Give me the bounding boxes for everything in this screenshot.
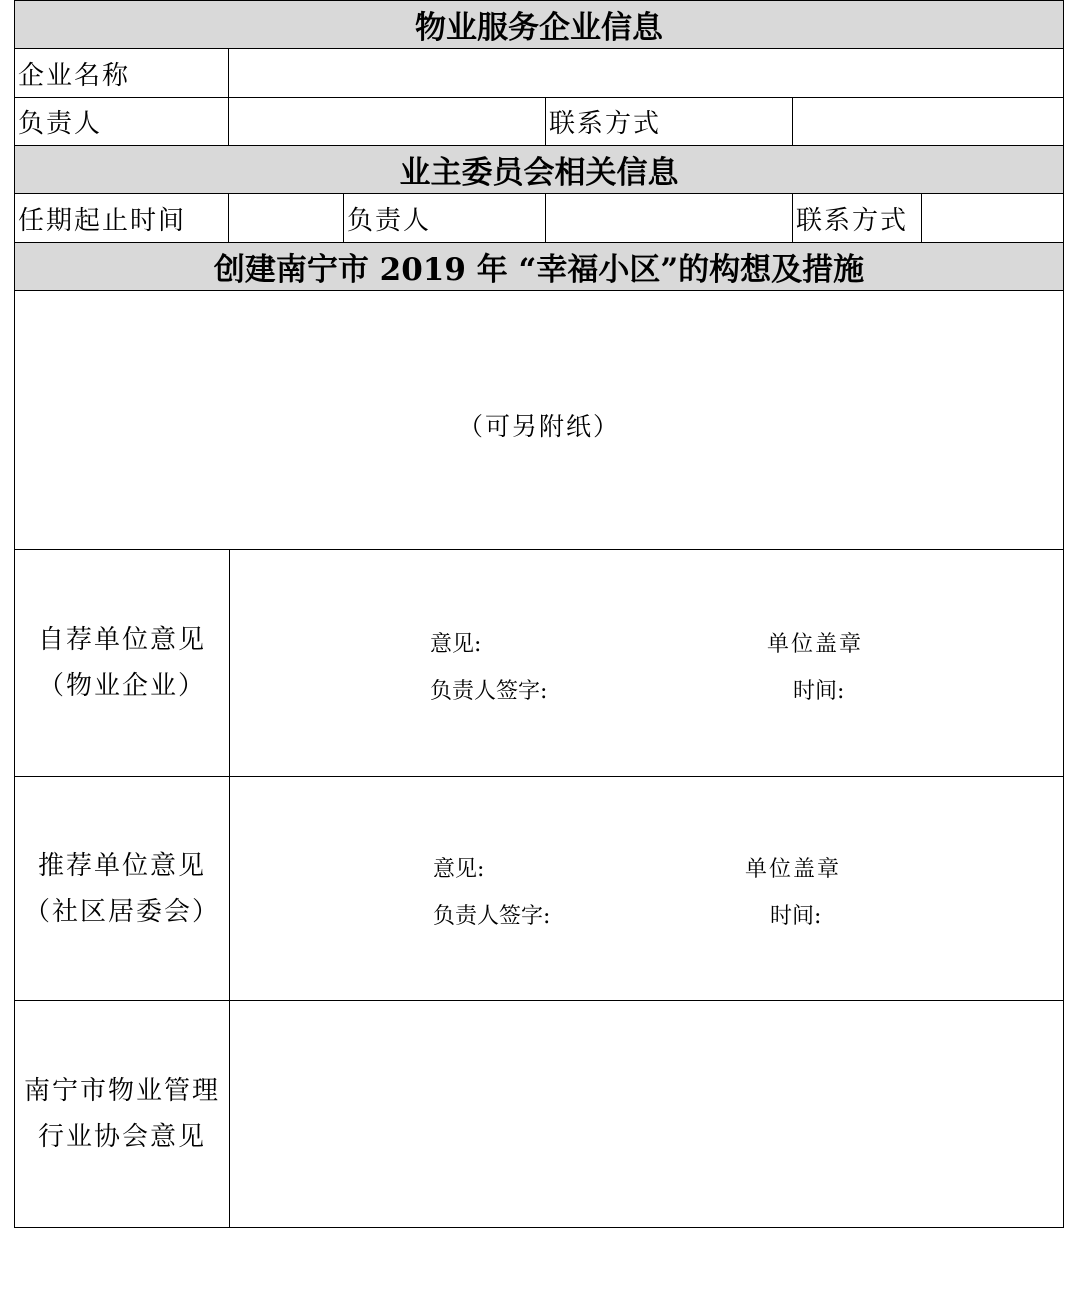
community-recommendation-label-cell [14,776,230,1001]
enterprise-manager-label-cell [14,97,229,146]
committee-term-label: 任期起止时间 [18,205,187,236]
plan-attachment-note: （可另附纸） [457,412,620,441]
association-opinion-label-cell [14,1000,230,1228]
self-signature-label: 负责人签字: [430,679,548,704]
community-recommendation-body-cell [229,776,1064,1001]
self-date-label: 时间: [793,679,845,704]
enterprise-manager-value-cell [228,97,546,146]
community-date-label: 时间: [770,904,822,929]
association-opinion-label-line1: 南宁市物业管理 [23,1076,220,1106]
enterprise-manager-label: 负责人 [18,109,103,139]
enterprise-name-value-cell [228,48,1064,98]
committee-term-value-cell [228,193,344,243]
community-opinion-label: 意见: [433,857,485,882]
community-signature-label: 负责人签字: [433,904,551,929]
plan-title: 创建南宁市 2019 年 “幸福小区”的构想及措施 [213,252,865,288]
committee-manager-label: 负责人 [347,205,432,236]
enterprise-contact-label-cell [545,97,793,146]
self-recommendation-label-line2: （物业企业） [37,671,206,701]
committee-contact-value-cell [921,193,1064,243]
committee-term-label-cell [14,193,229,243]
committee-manager-label-cell [343,193,546,243]
self-recommendation-label-line1: 自荐单位意见 [37,625,206,655]
committee-manager-value-cell [545,193,793,243]
committee-contact-label-cell [792,193,922,243]
plan-header [14,242,1064,291]
community-recommendation-label-line2: （社区居委会） [23,896,220,927]
self-recommendation-label-cell [14,549,230,777]
community-seal-label: 单位盖章 [745,857,842,882]
enterprise-info-header [14,0,1064,49]
community-recommendation-label-line1: 推荐单位意见 [37,850,206,881]
committee-info-title: 业主委员会相关信息 [399,155,679,191]
self-seal-label: 单位盖章 [767,632,864,657]
plan-body-cell [14,290,1064,550]
committee-info-header [14,145,1064,194]
enterprise-contact-label: 联系方式 [549,109,662,139]
enterprise-name-label: 企业名称 [18,60,131,91]
association-opinion-body-cell [229,1000,1064,1228]
self-recommendation-body-cell [229,549,1064,777]
enterprise-info-title: 物业服务企业信息 [415,10,663,46]
enterprise-name-label-cell [14,48,229,98]
committee-contact-label: 联系方式 [796,205,909,236]
self-opinion-label: 意见: [430,632,482,657]
enterprise-contact-value-cell [792,97,1064,146]
association-opinion-label-line2: 行业协会意见 [37,1122,206,1152]
